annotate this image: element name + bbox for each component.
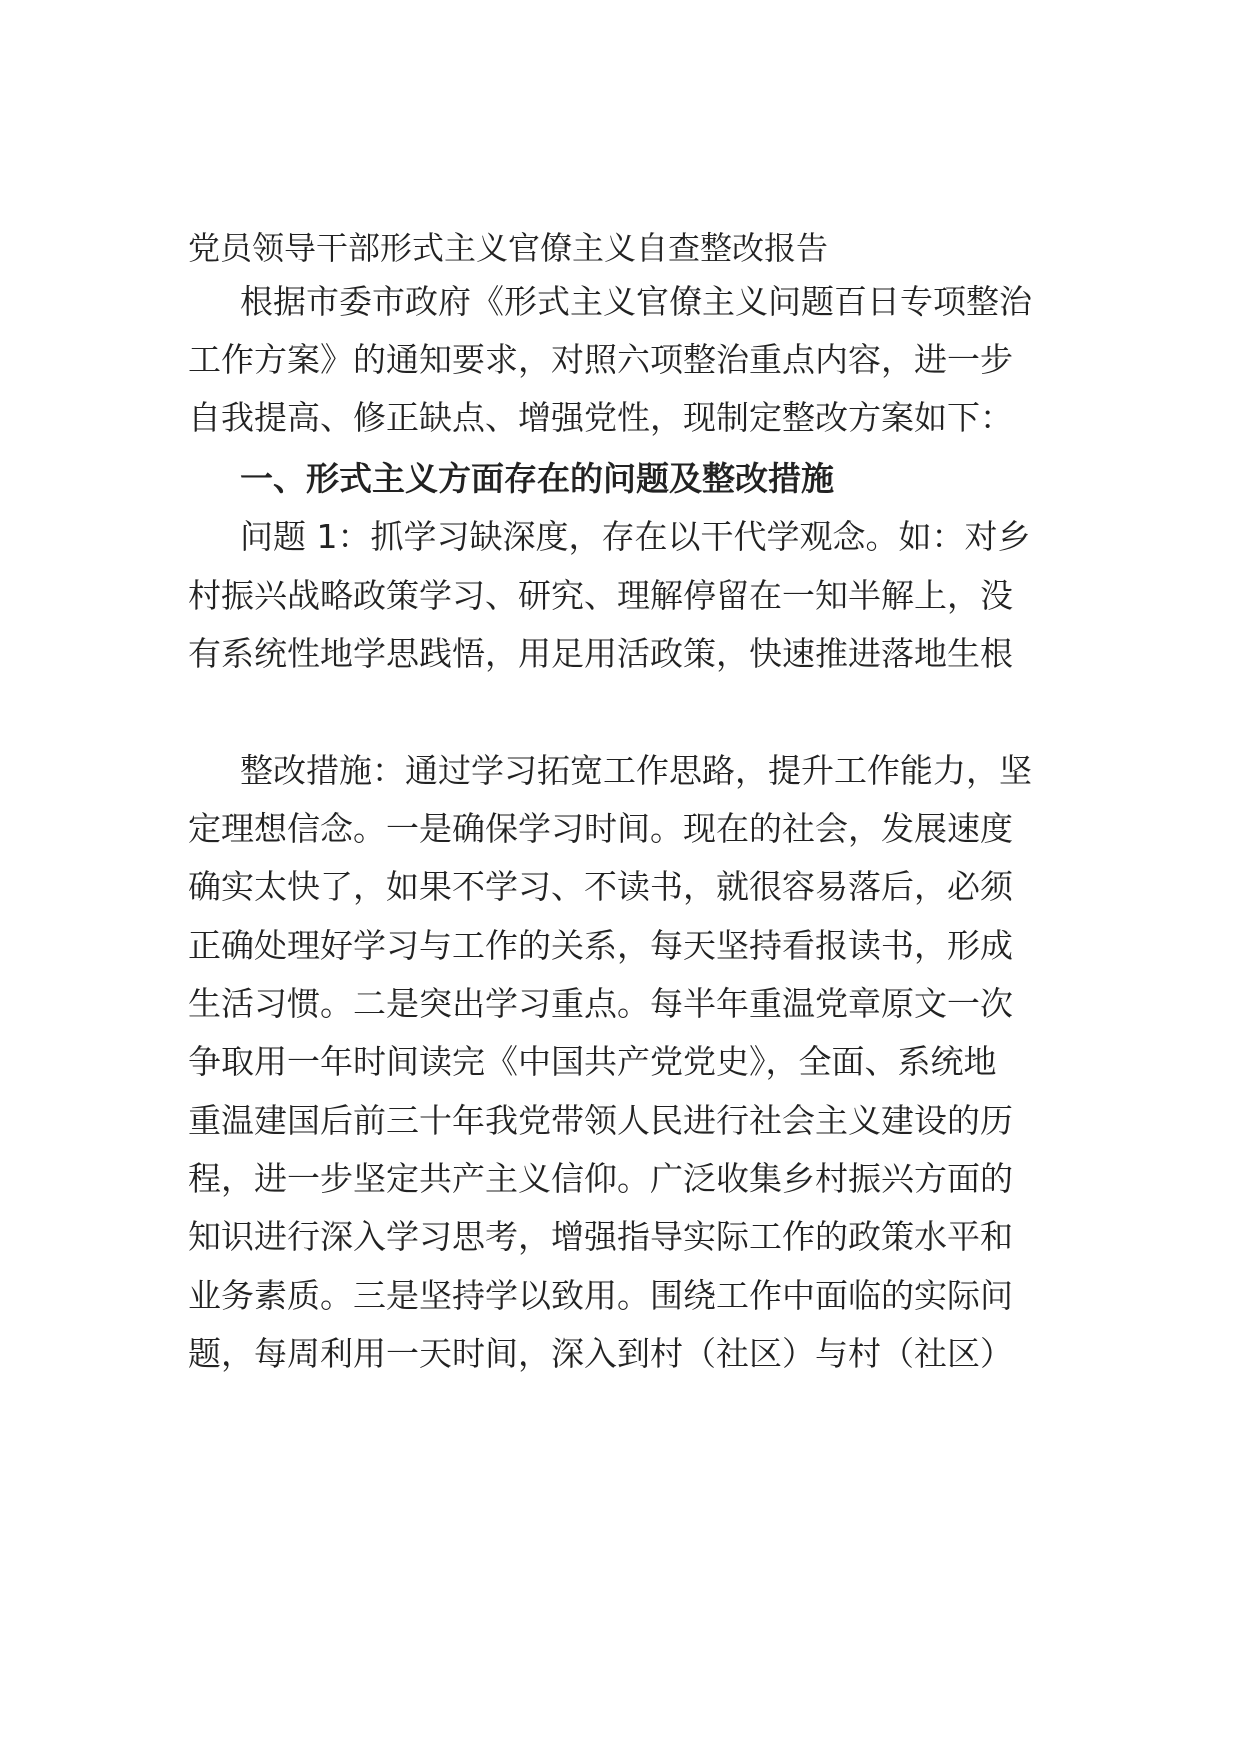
- intro-line-2: 工作方案》的通知要求，对照六项整治重点内容，进一步: [188, 340, 1013, 379]
- measures-line-11: 题，每周利用一天时间，深入到村（社区）与村（社区）: [188, 1334, 1013, 1373]
- problem-line-3: 有系统性地学思践悟，用足用活政策，快速推进落地生根: [188, 634, 1013, 673]
- measures-line-4: 正确处理好学习与工作的关系，每天坚持看报读书，形成: [188, 926, 1013, 965]
- problem-line-1: 问题 1：抓学习缺深度，存在以干代学观念。如：对乡: [240, 517, 1031, 556]
- intro-line-3: 自我提高、修正缺点、增强党性，现制定整改方案如下：: [188, 398, 1013, 437]
- measures-line-6: 争取用一年时间读完《中国共产党党史》，全面、系统地: [188, 1042, 997, 1081]
- measures-line-1: 整改措施：通过学习拓宽工作思路，提升工作能力，坚: [240, 751, 1032, 790]
- section-heading: 一、形式主义方面存在的问题及整改措施: [240, 459, 834, 498]
- intro-line-1: 根据市委市政府《形式主义官僚主义问题百日专项整治: [240, 282, 1032, 321]
- measures-line-7: 重温建国后前三十年我党带领人民进行社会主义建设的历: [188, 1101, 1013, 1140]
- measures-line-3: 确实太快了，如果不学习、不读书，就很容易落后，必须: [188, 867, 1013, 906]
- measures-line-9: 知识进行深入学习思考，增强指导实际工作的政策水平和: [188, 1217, 1013, 1256]
- problem-line-2: 村振兴战略政策学习、研究、理解停留在一知半解上，没: [188, 576, 1013, 615]
- document-title: 党员领导干部形式主义官僚主义自查整改报告: [188, 229, 829, 267]
- measures-line-8: 程，进一步坚定共产主义信仰。广泛收集乡村振兴方面的: [188, 1159, 1013, 1198]
- measures-line-2: 定理想信念。一是确保学习时间。现在的社会，发展速度: [188, 809, 1013, 848]
- measures-line-5: 生活习惯。二是突出学习重点。每半年重温党章原文一次: [188, 984, 1013, 1023]
- measures-line-10: 业务素质。三是坚持学以致用。围绕工作中面临的实际问: [188, 1276, 1013, 1315]
